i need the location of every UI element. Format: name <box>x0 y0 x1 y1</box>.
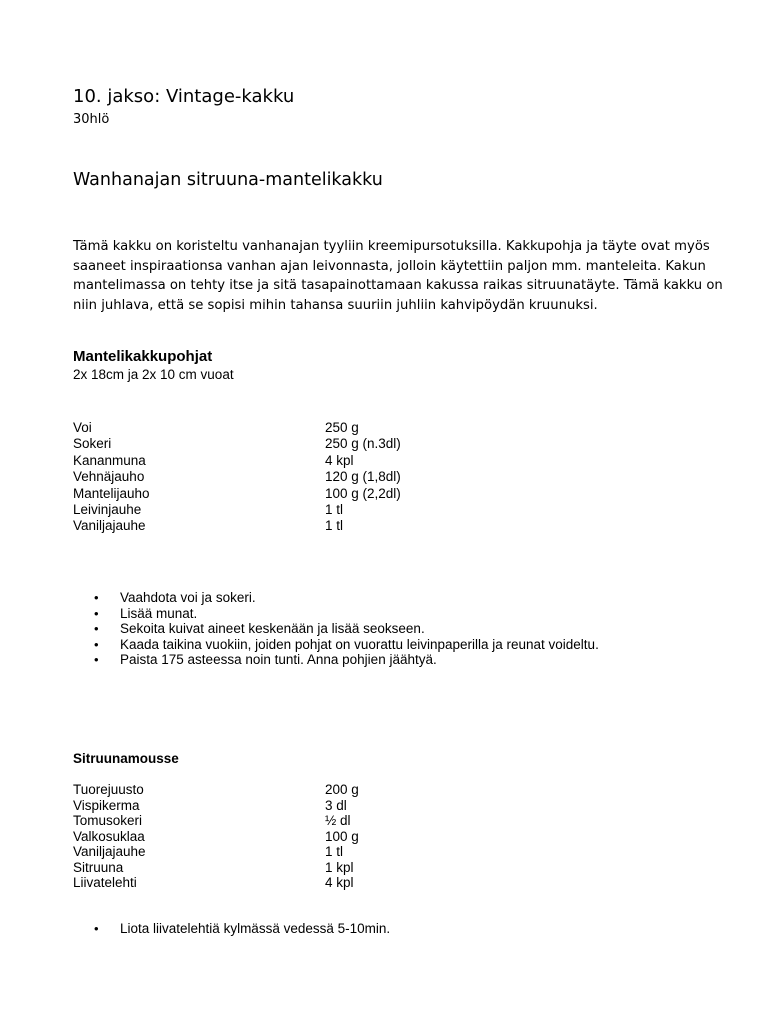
bullet-icon: • <box>94 590 99 605</box>
ingredient-name: Kananmuna <box>73 452 146 468</box>
ingredient-amount: 200 g <box>325 782 359 797</box>
ingredient-name: Vaniljajauhe <box>73 844 146 859</box>
ingredient-name: Sitruuna <box>73 859 124 875</box>
ingredient-amount: 1 tl <box>325 844 344 859</box>
cake-base-steps <box>94 590 599 668</box>
step-text: Vaahdota voi ja sokeri. <box>120 590 256 605</box>
ingredient-amount: 1 tl <box>325 518 344 534</box>
cake-base-heading: Mantelikakkupohjat <box>73 348 213 365</box>
step-text: Liota liivatelehtiä kylmässä vedessä 5-10min. <box>120 921 391 936</box>
bullet-icon: • <box>94 605 99 621</box>
ingredient-amount: 4 kpl <box>325 875 354 890</box>
ingredient-amount: 250 g (n.3dl) <box>325 436 401 452</box>
step-item <box>94 621 599 637</box>
recipe-title: Wanhanajan sitruuna-mantelikakku <box>73 170 383 190</box>
intro-paragraph <box>73 237 723 315</box>
ingredient-name: Liivatelehti <box>73 875 137 890</box>
step-text: Lisää munat. <box>120 605 198 621</box>
ingredient-amount: 4 kpl <box>325 452 354 468</box>
ingredient-name: Valkosuklaa <box>73 828 145 844</box>
ingredient-name: Leivinjauhe <box>73 501 142 517</box>
step-item <box>94 921 390 937</box>
servings-text: 30hlö <box>73 112 110 127</box>
cake-base-subheading: 2x 18cm ja 2x 10 cm vuoat <box>73 367 234 382</box>
step-text: Kaada taikina vuokiin, joiden pohjat on vuorattu leivinpaperilla ja reunat voideltu. <box>120 636 599 652</box>
step-text: Paista 175 asteessa noin tunti. Anna pohjien jäähtyä. <box>120 652 437 667</box>
ingredient-amount: 1 tl <box>325 501 344 517</box>
intro-line: mantelimassa on tehty itse ja sitä tasapainottamaan kakussa raikas sitruunatäyte. Tämä kakku on <box>73 278 723 293</box>
lemon-mousse-heading: Sitruunamousse <box>73 751 179 766</box>
intro-line: Tämä kakku on koristeltu vanhanajan tyyliin kreemipursotuksilla. Kakkupohja ja täyte ovat myös <box>73 239 710 254</box>
ingredient-amount: 250 g <box>325 420 359 435</box>
intro-line: saaneet inspiraationsa vanhan ajan leivonnasta, jolloin käytettiin paljon mm. manteleita. Kakun <box>73 258 706 274</box>
episode-title: 10. jakso: Vintage-kakku <box>73 86 295 107</box>
bullet-icon: • <box>94 621 99 636</box>
ingredient-name: Vispikerma <box>73 797 140 813</box>
ingredient-amount: 3 dl <box>325 797 347 813</box>
step-text: Sekoita kuivat aineet keskenään ja lisää seokseen. <box>120 621 425 636</box>
step-item <box>94 606 599 622</box>
lemon-mousse-steps <box>94 921 390 937</box>
step-item <box>94 652 599 668</box>
ingredient-amount: 100 g (2,2dl) <box>325 485 401 501</box>
ingredient-name: Vaniljajauhe <box>73 518 146 534</box>
ingredient-name: Tuorejuusto <box>73 782 144 797</box>
ingredient-name: Tomusokeri <box>73 813 143 828</box>
ingredient-amount: 1 kpl <box>325 859 354 875</box>
ingredient-amount: 100 g <box>325 828 359 844</box>
ingredient-name: Mantelijauho <box>73 485 150 501</box>
intro-line: niin juhlava, että se sopisi mihin tahansa suuriin juhliin kahvipöydän kruunuksi. <box>73 297 598 313</box>
bullet-icon: • <box>94 636 99 652</box>
bullet-icon: • <box>94 921 99 936</box>
step-item <box>94 590 599 606</box>
ingredient-name: Vehnäjauho <box>73 469 145 485</box>
ingredient-name: Sokeri <box>73 436 112 452</box>
step-item <box>94 637 599 653</box>
bullet-icon: • <box>94 652 99 667</box>
ingredient-name: Voi <box>73 420 92 435</box>
ingredient-amount: ½ dl <box>325 813 351 828</box>
ingredient-amount: 120 g (1,8dl) <box>325 469 401 485</box>
